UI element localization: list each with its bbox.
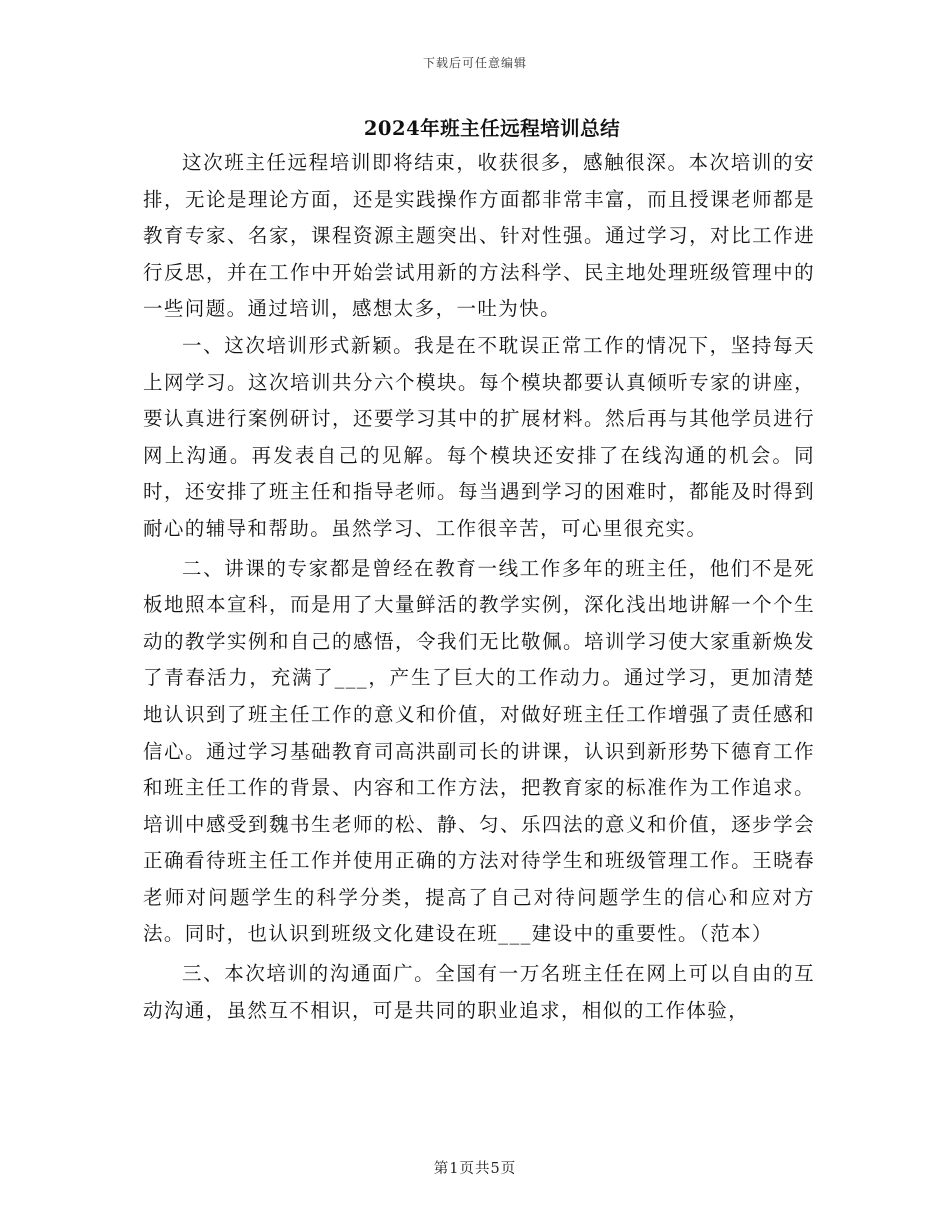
- paragraph-section-3: 三、本次培训的沟通面广。全国有一万名班主任在网上可以自由的互动沟通，虽然互不相识，可是共同的职业追求，相似的工作体验，: [143, 962, 815, 1022]
- document-title: 2024年班主任远程培训总结: [363, 117, 621, 140]
- paragraph-section-1: 一、这次培训形式新颖。我是在不耽误正常工作的情况下，坚持每天上网学习。这次培训共分六个模块。每个模块都要认真倾听专家的讲座，要认真进行案例研讨，还要学习其中的扩展材料。然后再与其他学员进行网上沟通。再发表自己的见解。每个模块还安排了在线沟通的机会。同时，还安排了班主任和指导老师。每当遇到学习的困难时，都能及时得到耐心的辅导和帮助。虽然学习、工作很辛苦，可心里很充实。: [143, 333, 815, 540]
- paragraph-intro: 这次班主任远程培训即将结束，收获很多，感触很深。本次培训的安排，无论是理论方面，还是实践操作方面都非常丰富，而且授课老师都是教育专家、名家，课程资源主题突出、针对性强。通过学习，对比工作进行反思，并在工作中开始尝试用新的方法科学、民主地处理班级管理中的一些问题。通过培训，感想太多，一吐为快。: [143, 151, 815, 321]
- page-number: 第1页共5页: [433, 1161, 517, 1177]
- header-note: 下载后可任意编辑: [422, 56, 527, 70]
- document-body: [143, 145, 815, 1029]
- paragraph-section-2: 二、讲课的专家都是曾经在教育一线工作多年的班主任，他们不是死板地照本宣科，而是用了大量鲜活的教学实例，深化浅出地讲解一个个生动的教学实例和自己的感悟，令我们无比敬佩。培训学习使大家重新焕发了青春活力，充满了___，产生了巨大的工作动力。通过学习，更加清楚地认识到了班主任工作的意义和价值，对做好班主任工作增强了责任感和信心。通过学习基础教育司高洪副司长的讲课，认识到新形势下德育工作和班主任工作的背景、内容和工作方法，把教育家的标准作为工作追求。培训中感受到魏书生老师的松、静、匀、乐四法的意义和价值，逐步学会正确看待班主任工作并使用正确的方法对待学生和班级管理工作。王晓春老师对问题学生的科学分类，提高了自己对待问题学生的信心和应对方法。同时，也认识到班级文化建设在班___建设中的重要性。（范本）: [143, 556, 815, 946]
